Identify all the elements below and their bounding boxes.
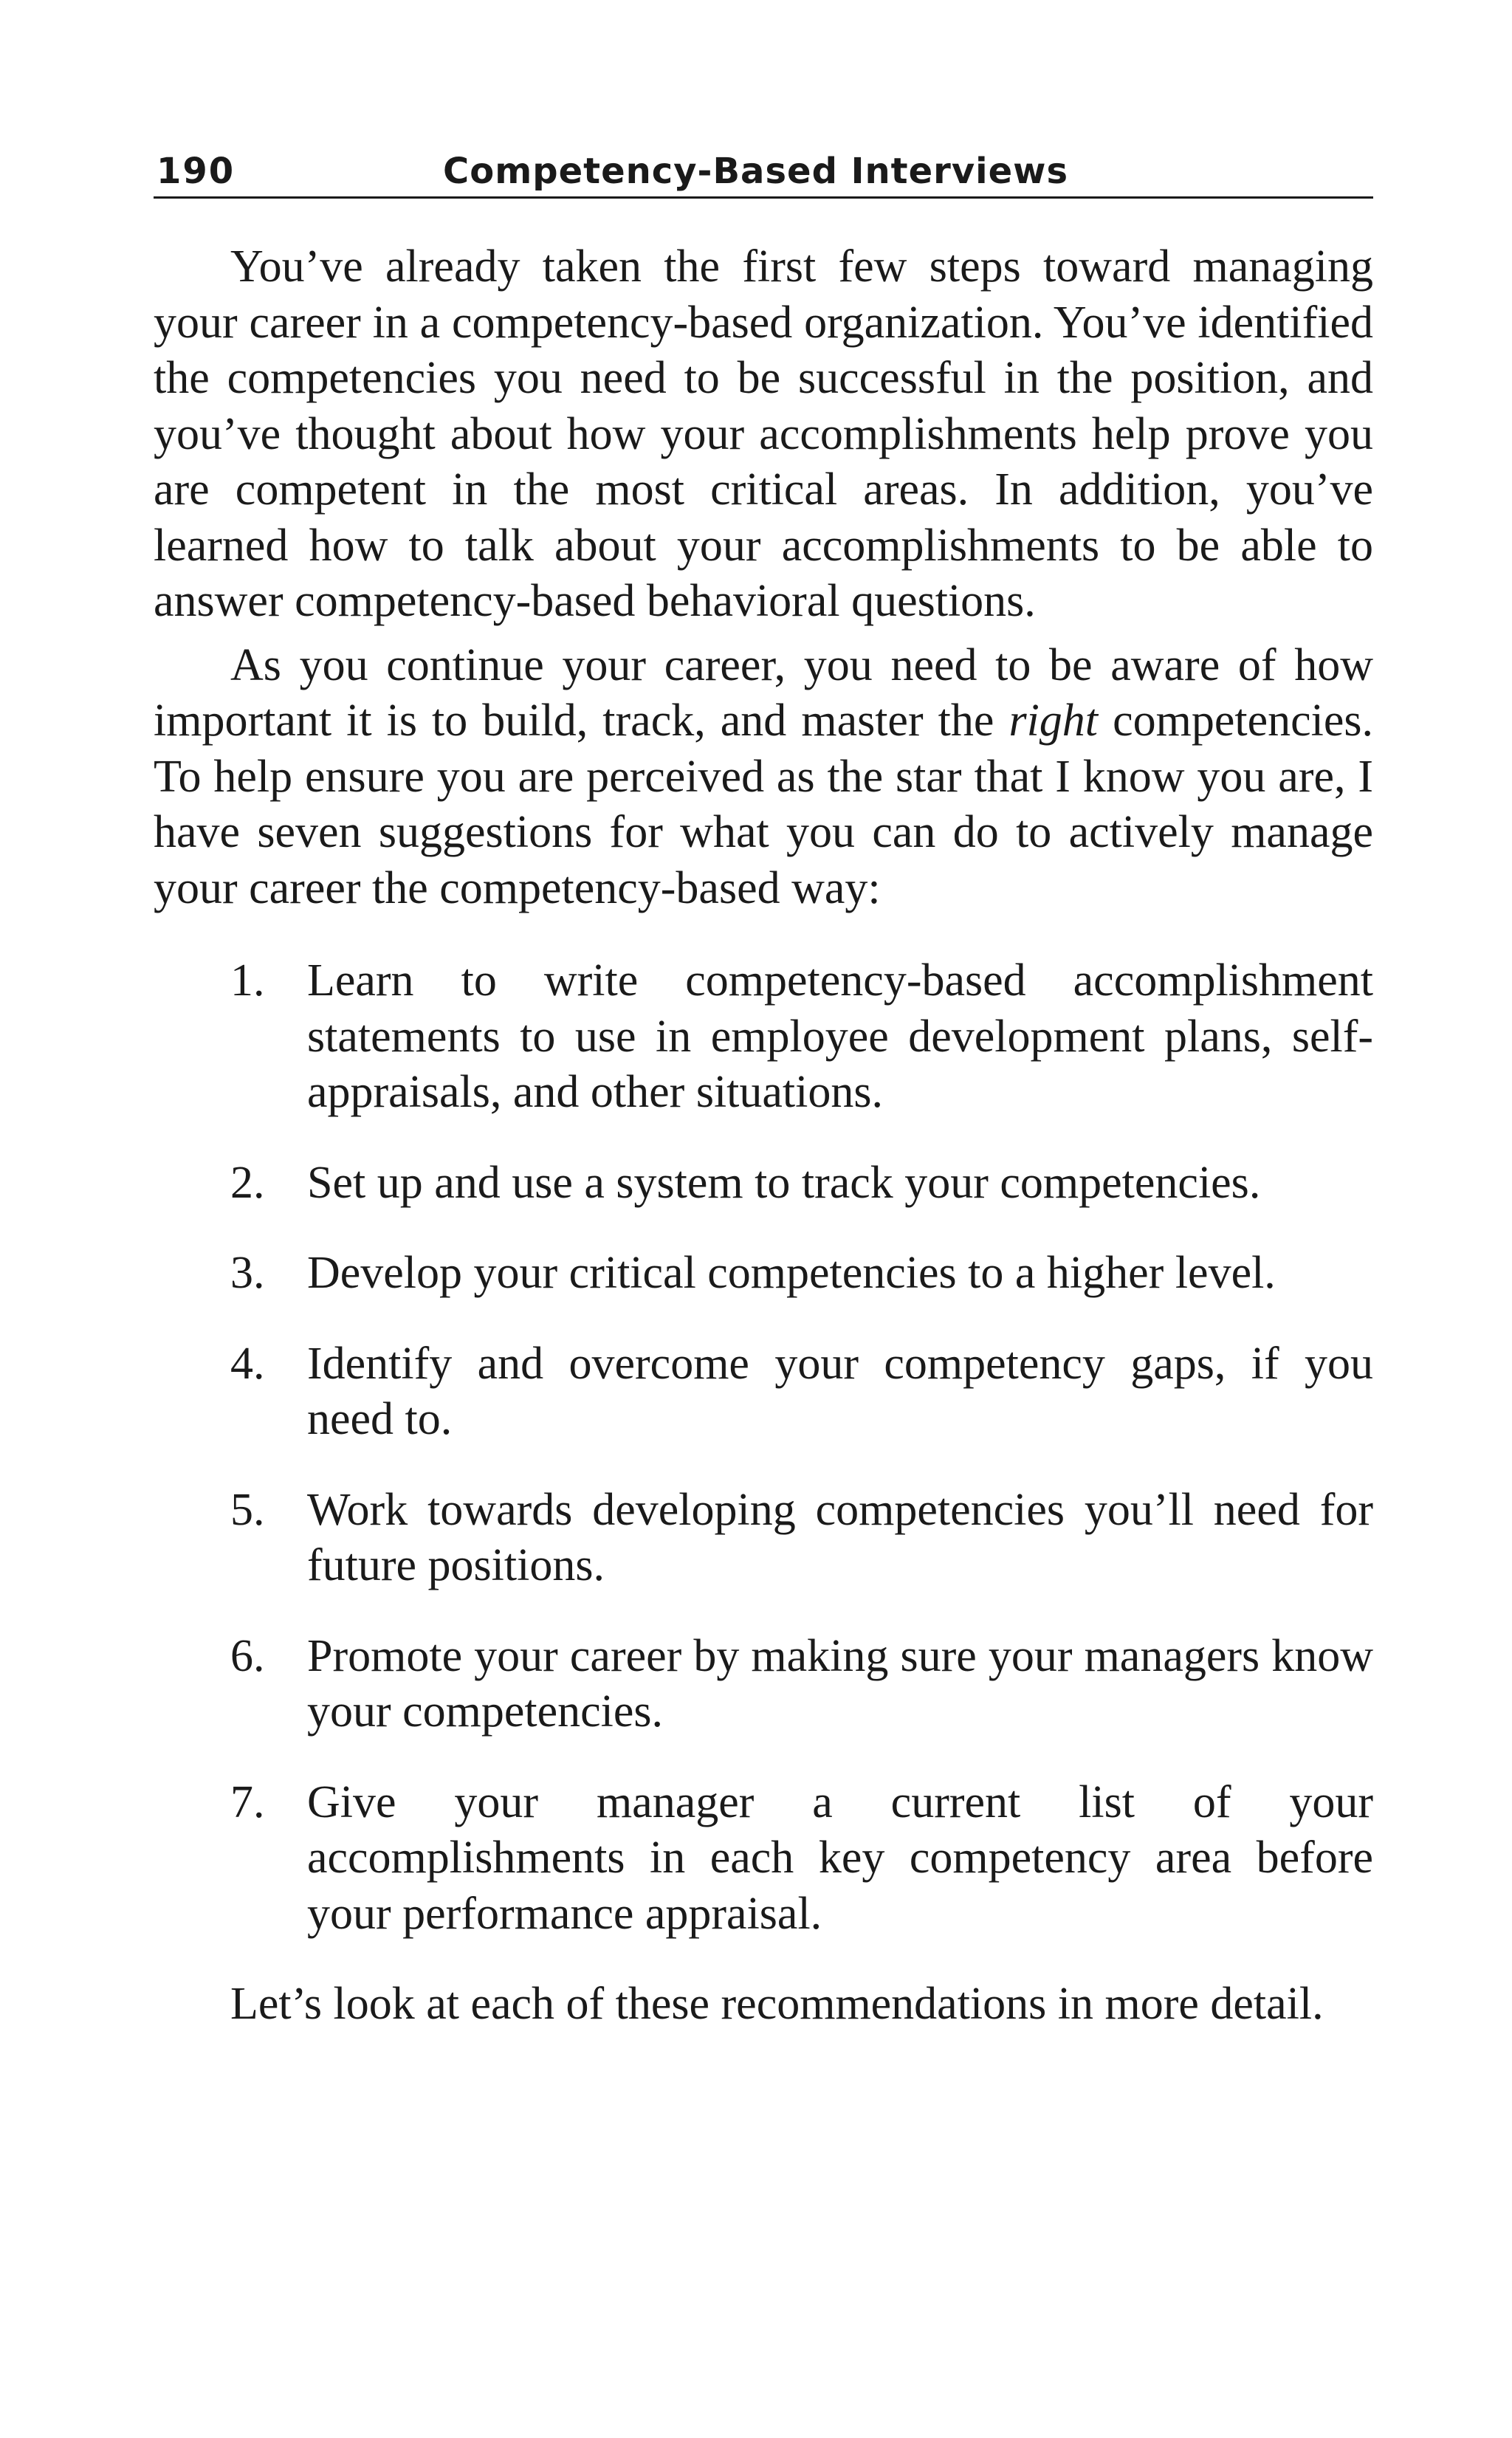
list-item <box>154 1483 1373 1594</box>
list-item-number: 4. <box>230 1338 265 1389</box>
list-item-number: 3. <box>230 1248 265 1298</box>
list-item-number: 2. <box>230 1157 265 1208</box>
list-item <box>154 1156 1373 1212</box>
list-item-text: Set up and use a system to track your competencies. <box>307 1157 1261 1208</box>
list-item <box>154 953 1373 1121</box>
list-item-text: Learn to write competency-based accomplishment statements to use in employee development plans, self-appraisals, and other situations. <box>307 955 1373 1117</box>
list-item-text: Promote your career by making sure your managers know your competencies. <box>307 1630 1373 1737</box>
list-item-number: 1. <box>230 955 265 1006</box>
list-item-text: Identify and overcome your competency gaps, if you need to. <box>307 1338 1373 1444</box>
page-header <box>154 145 1373 199</box>
list-item <box>154 1775 1373 1943</box>
paragraph-2-text-start: As you continue your career, you need to be aware of how important it is to build, track, and master the <box>154 639 1373 746</box>
running-head: Competency-Based Interviews <box>443 151 1069 192</box>
list-item-number: 7. <box>230 1776 265 1827</box>
paragraph-1: You’ve already taken the first few steps toward managing your career in a competency-based organization. You’ve identified the competencies you need to be successful in the position, and you’ve thought about how your accomplishments help prove you are competent in the most critical areas. In addition, you’ve learned how to talk about your accomplishments to be able to answer competency-based behavioral questions. <box>154 241 1373 626</box>
paragraph-2-emphasis: right <box>1008 696 1099 746</box>
list-item-text: Give your manager a current list of your accomplishments in each key competency area before your performance appraisal. <box>307 1776 1373 1939</box>
paragraph-2 <box>154 638 1373 917</box>
closing-paragraph: Let’s look at each of these recommendations in more detail. <box>230 1979 1324 2029</box>
paragraph-2-text-end: competencies. To help ensure you are perceived as the star that I know you are, I have seven suggestions for what you can do to actively manage your career the competency-based way: <box>154 696 1373 913</box>
page-body <box>154 239 1373 2033</box>
list-item <box>154 1629 1373 1740</box>
list-item-text: Develop your critical competencies to a higher level. <box>307 1248 1276 1298</box>
list-item-text: Work towards developing competencies you’ll need for future positions. <box>307 1484 1373 1590</box>
list-item-number: 6. <box>230 1630 265 1681</box>
list-item <box>154 1336 1373 1448</box>
page-number: 190 <box>157 151 236 192</box>
list-item-number: 5. <box>230 1484 265 1535</box>
list-item <box>154 1246 1373 1302</box>
suggestions-list <box>154 953 1373 1942</box>
